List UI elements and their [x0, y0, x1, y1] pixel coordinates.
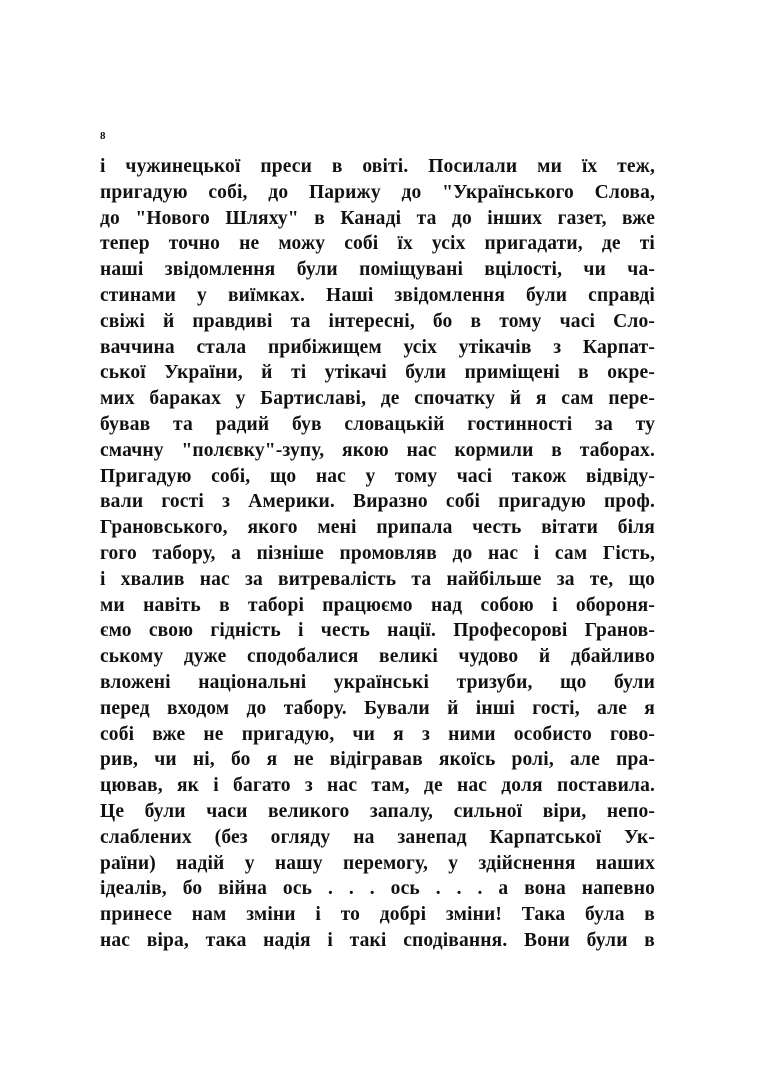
text-line: собі вже не пригадую, чи я з ними особисто гово-	[100, 723, 655, 745]
text-line: свіжі й правдиві та інтересні, бо в тому часі Сло-	[100, 310, 655, 332]
text-line: Пригадую собі, що нас у тому часі також відвіду-	[100, 465, 655, 487]
text-line: гого табору, а пізніше промовляв до нас і сам Гість,	[100, 542, 655, 564]
text-line: принесе нам зміни і то добрі зміни! Така була в	[100, 904, 655, 926]
text-line: бував та радий був словацькій гостинності за ту	[100, 413, 655, 435]
text-line: перед входом до табору. Бували й інші гості, але я	[100, 697, 655, 719]
text-line: ському дуже сподобалися великі чудово й дбайливо	[100, 646, 655, 668]
text-line: ської України, й ті утікачі були приміщені в окре-	[100, 362, 655, 384]
text-line: стинами у виїмках. Наші звідомлення були справді	[100, 284, 655, 306]
text-line: вали гості з Америки. Виразно собі пригадую проф.	[100, 491, 655, 513]
text-line: раїни) надій у нашу перемогу, у здійснення наших	[100, 852, 655, 874]
text-line: ваччина стала прибіжищем усіх утікачів з Карпат-	[100, 336, 655, 358]
text-line: мих бараках у Бартиславі, де спочатку й я сам пере-	[100, 388, 655, 410]
text-line: смачну "полєвку"-зупу, якою нас кормили в таборах.	[100, 439, 655, 461]
text-line: рив, чи ні, бо я не відігравав якоїсь ролі, але пра-	[100, 749, 655, 771]
text-line: вложені національні українські тризуби, що були	[100, 671, 655, 693]
text-line: тепер точно не можу собі їх усіх пригадати, де ті	[100, 233, 655, 255]
page-number: 8	[100, 130, 106, 142]
text-line: до "Нового Шляху" в Канаді та до інших газет, вже	[100, 207, 655, 229]
text-line: Грановського, якого мені припала честь вітати біля	[100, 517, 655, 539]
text-line: слаблених (без огляду на занепад Карпатської Ук-	[100, 826, 655, 848]
text-line: ми навіть в таборі працюємо над собою і обороня-	[100, 594, 655, 616]
text-line: нас віра, така надія і такі сподівання. Вони були в	[100, 929, 655, 951]
text-line: наші звідомлення були поміщувані вцілості, чи ча-	[100, 259, 655, 281]
text-line: цював, як і багато з нас там, де нас доля поставила.	[100, 775, 655, 797]
text-line: пригадую собі, до Парижу до "Українського Слова,	[100, 181, 655, 203]
text-line: Це були часи великого запалу, сильної віри, непо-	[100, 800, 655, 822]
text-line: ідеалів, бо війна ось . . . ось . . . а вона напевно	[100, 878, 655, 900]
text-line: ємо свою гідність і честь нації. Професорові Гранов-	[100, 620, 655, 642]
text-line: і хвалив нас за витревалість та найбільше за те, що	[100, 568, 655, 590]
text-line: і чужинецької преси в овіті. Посилали ми їх теж,	[100, 156, 655, 177]
body-text	[100, 154, 655, 954]
